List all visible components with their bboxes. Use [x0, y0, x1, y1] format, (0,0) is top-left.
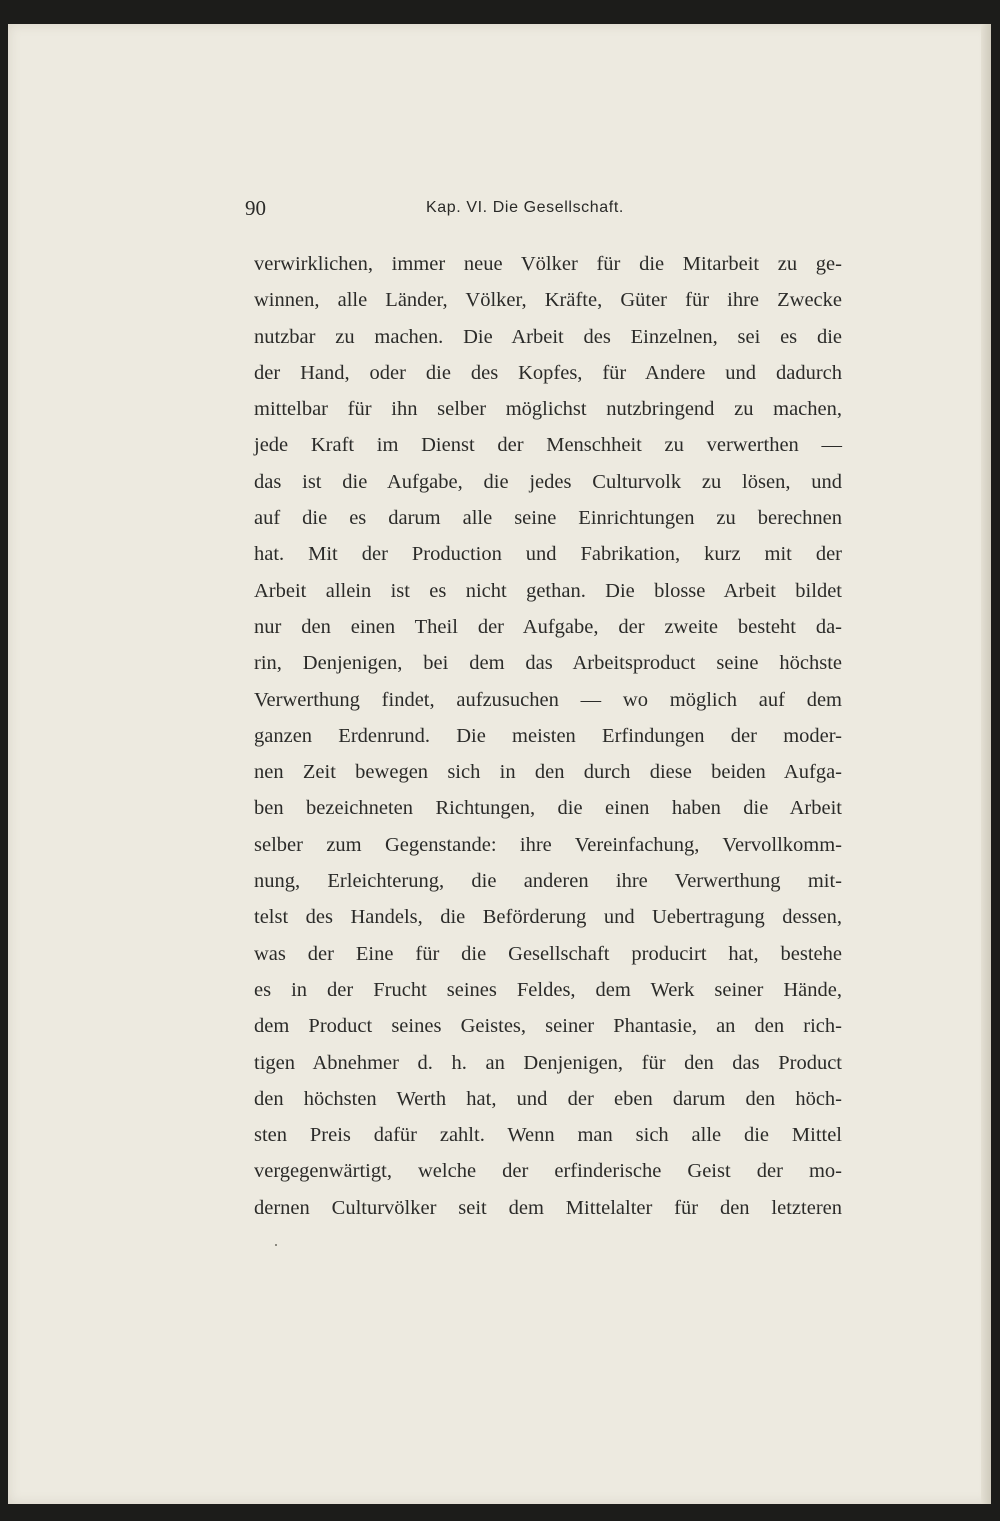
- text-line: sten Preis dafür zahlt. Wenn man sich alle die Mittel: [254, 1124, 842, 1147]
- text-line: nutzbar zu machen. Die Arbeit des Einzelnen, sei es die: [254, 325, 842, 348]
- text-line: hat. Mit der Production und Fabrikation, kurz mit der: [254, 543, 842, 566]
- text-line: tigen Abnehmer d. h. an Denjenigen, für den das Product: [254, 1051, 842, 1074]
- text-line: es in der Frucht seines Feldes, dem Werk seiner Hände,: [254, 978, 842, 1001]
- text-line: nur den einen Theil der Aufgabe, der zweite besteht da-: [254, 615, 842, 638]
- page-edge: [981, 24, 991, 1504]
- page-number: 90: [245, 196, 266, 220]
- text-line: Verwerthung findet, aufzusuchen — wo möglich auf dem: [254, 688, 842, 711]
- text-line: nung, Erleichterung, die anderen ihre Verwerthung mit-: [254, 870, 842, 893]
- text-line: was der Eine für die Gesellschaft producirt hat, bestehe: [254, 942, 842, 965]
- body-text: [254, 246, 842, 1226]
- text-line: nen Zeit bewegen sich in den durch diese beiden Aufga-: [254, 761, 842, 784]
- text-line: vergegenwärtigt, welche der erfinderische Geist der mo-: [254, 1160, 842, 1183]
- running-head: [245, 196, 840, 226]
- text-line: ganzen Erdenrund. Die meisten Erfindungen der moder-: [254, 724, 842, 747]
- text-line: Arbeit allein ist es nicht gethan. Die blosse Arbeit bildet: [254, 579, 842, 602]
- text-line: rin, Denjenigen, bei dem das Arbeitsproduct seine höchste: [254, 652, 842, 675]
- text-line: selber zum Gegenstande: ihre Vereinfachung, Vervollkomm-: [254, 833, 842, 856]
- text-line: telst des Handels, die Beförderung und Uebertragung dessen,: [254, 906, 842, 929]
- chapter-heading: Kap. VI. Die Gesellschaft.: [426, 199, 624, 216]
- text-line: mittelbar für ihn selber möglichst nutzbringend zu machen,: [254, 398, 842, 421]
- text-line: das ist die Aufgabe, die jedes Culturvolk zu lösen, und: [254, 470, 842, 493]
- text-line: dernen Culturvölker seit dem Mittelalter für den letzteren: [254, 1196, 842, 1219]
- text-line: auf die es darum alle seine Einrichtungen zu berechnen: [254, 507, 842, 530]
- text-line: den höchsten Werth hat, und der eben darum den höch-: [254, 1087, 842, 1110]
- text-line: jede Kraft im Dienst der Menschheit zu verwerthen —: [254, 434, 842, 457]
- ink-speck: [275, 1244, 277, 1246]
- text-line: der Hand, oder die des Kopfes, für Andere und dadurch: [254, 361, 842, 384]
- text-line: verwirklichen, immer neue Völker für die Mitarbeit zu ge-: [254, 253, 842, 275]
- text-line: ben bezeichneten Richtungen, die einen haben die Arbeit: [254, 797, 842, 820]
- text-line: winnen, alle Länder, Völker, Kräfte, Güter für ihre Zwecke: [254, 289, 842, 312]
- text-line: dem Product seines Geistes, seiner Phantasie, an den rich-: [254, 1015, 842, 1038]
